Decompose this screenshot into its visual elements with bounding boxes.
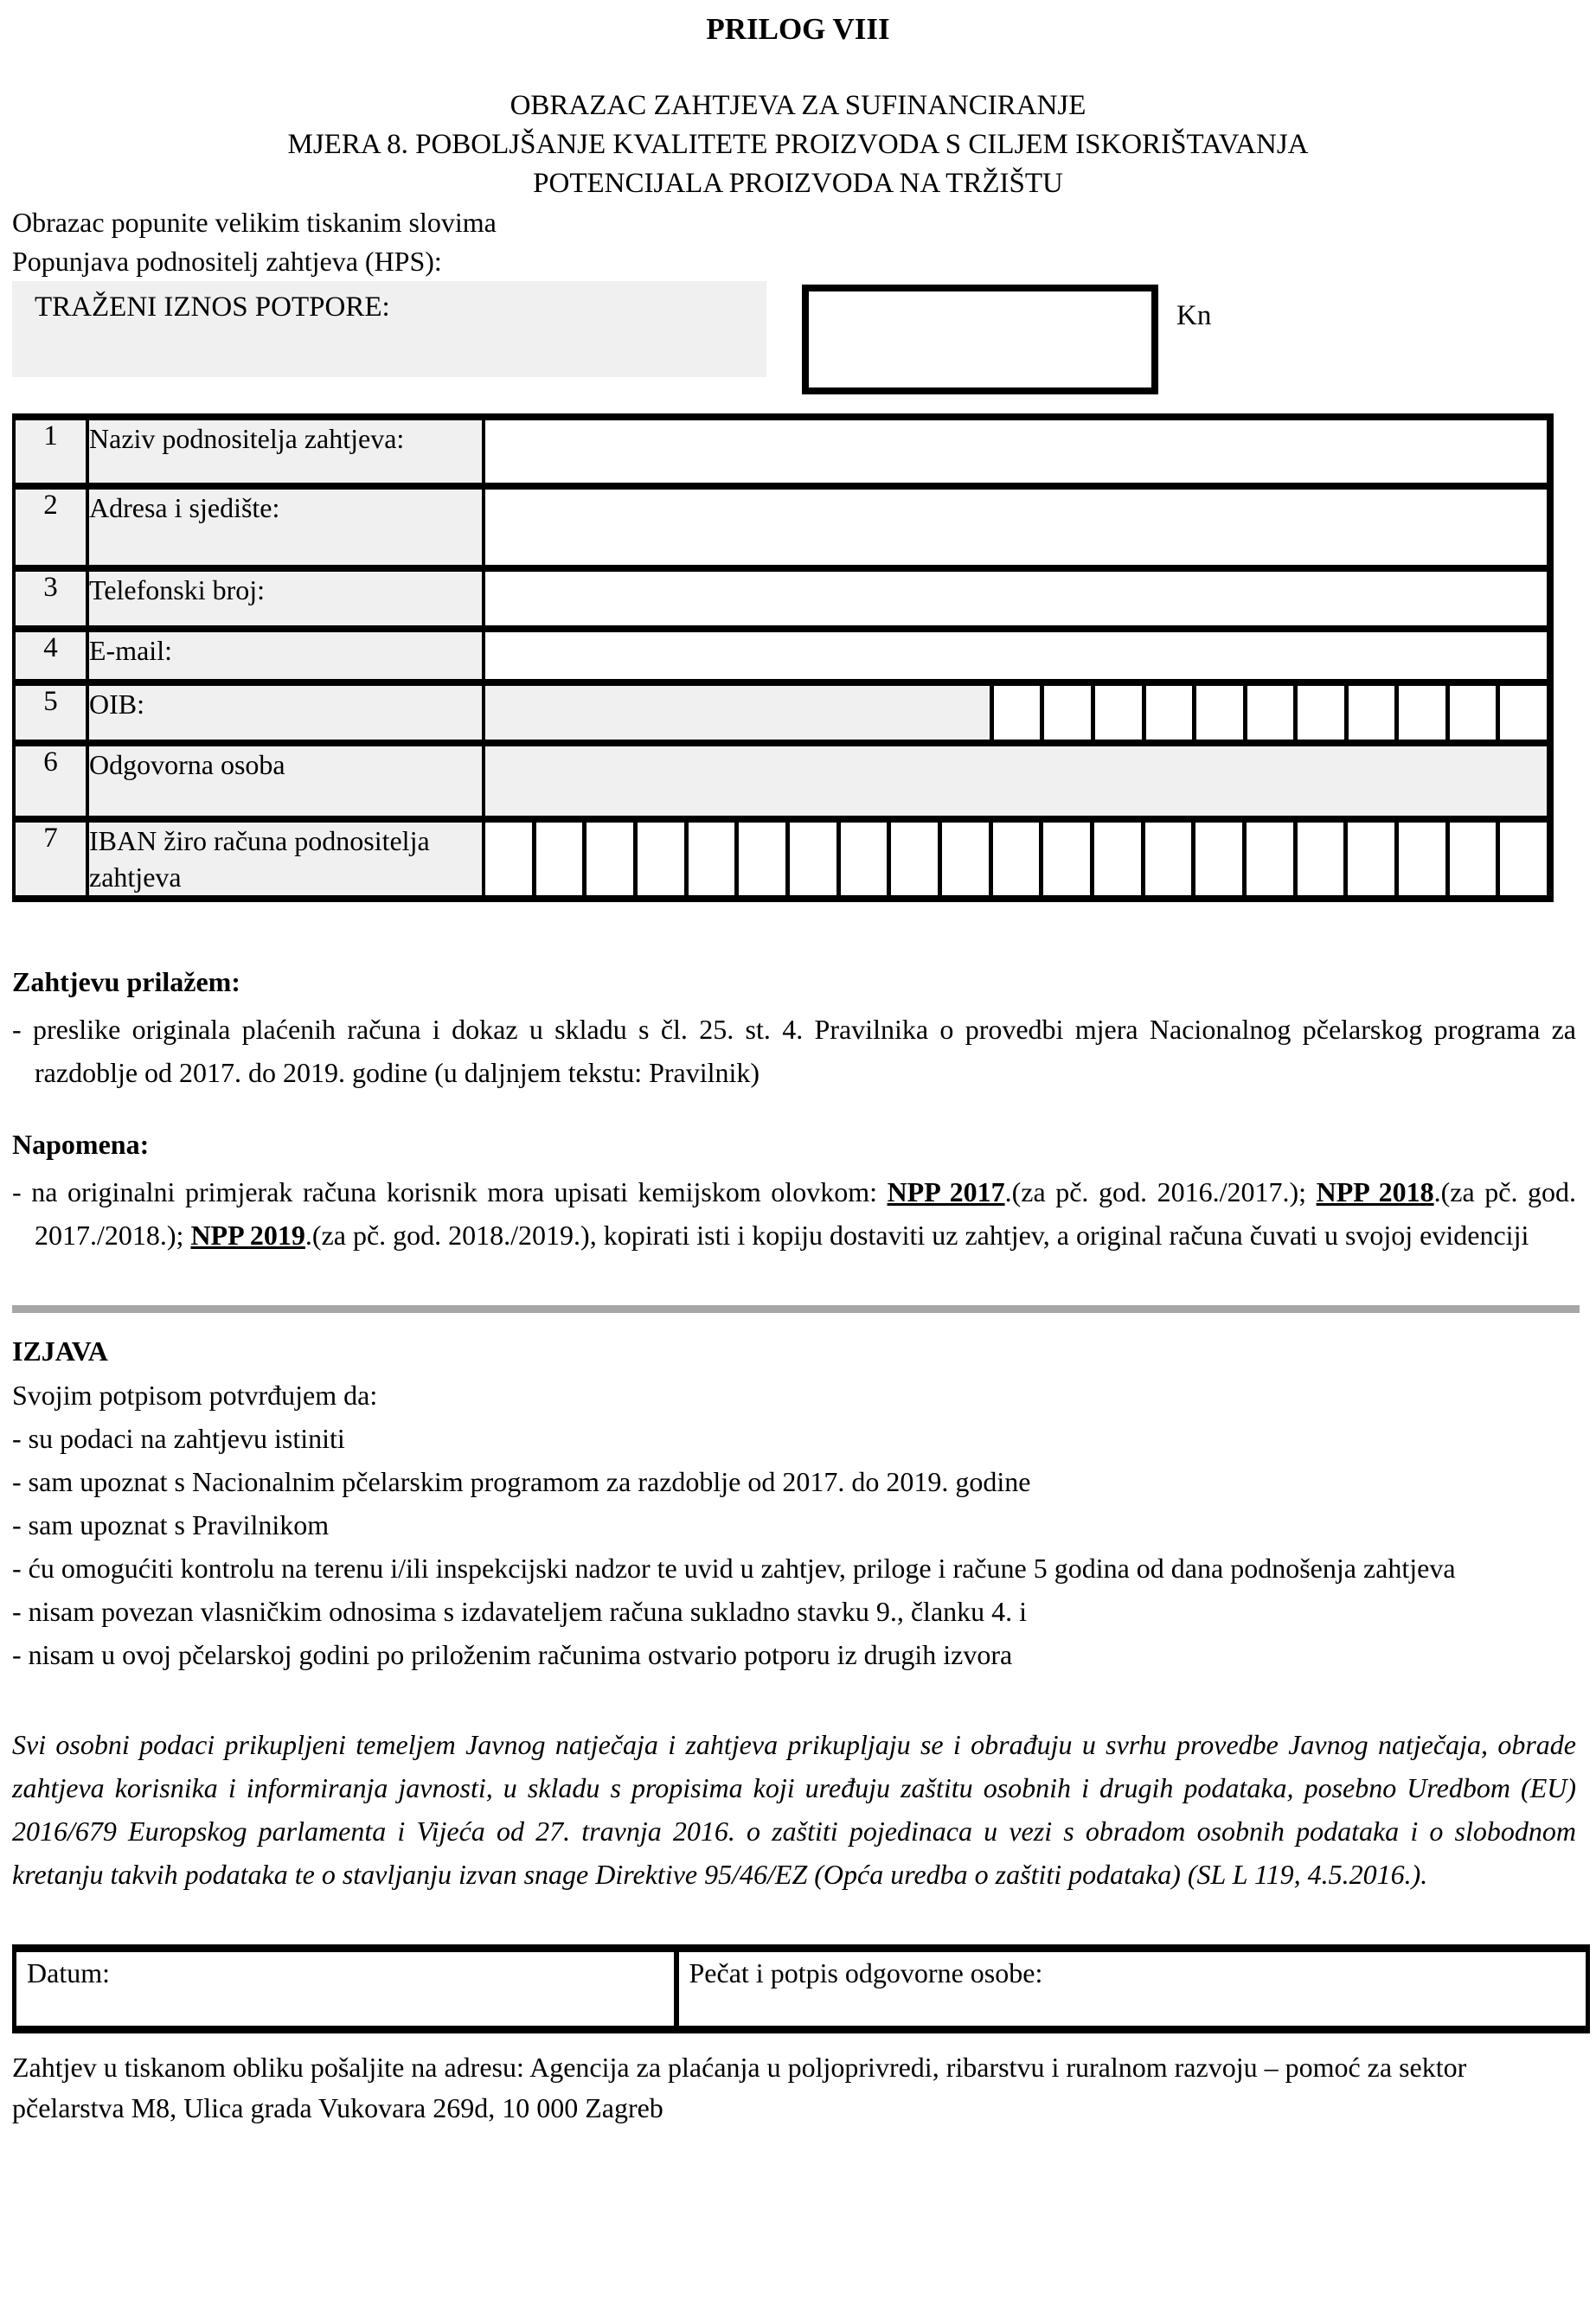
subtitle-line-2: MJERA 8. POBOLJŠANJE KVALITETE PROIZVODA S CILJEM ISKORIŠTAVANJA [287, 129, 1309, 160]
amount-label: TRAŽENI IZNOS POTPORE: [35, 291, 390, 323]
izjava-intro: Svojim potpisom potvrđujem da: [12, 1380, 378, 1411]
row-number: 7 [14, 819, 87, 899]
iban-char-box[interactable] [633, 823, 684, 895]
iban-char-box[interactable] [938, 823, 989, 895]
stamp-cell[interactable] [676, 1949, 1588, 2030]
oib-digit-box[interactable] [1293, 686, 1344, 740]
naziv-value-cell[interactable] [484, 417, 1550, 486]
iban-char-box[interactable] [532, 823, 583, 895]
izjava-item: - nisam povezan vlasničkim odnosima s izdavateljem računa sukladno stavku 9., članku 4. i [12, 1596, 1028, 1627]
page-title: PRILOG VIII [706, 12, 890, 46]
iban-char-box[interactable] [887, 823, 938, 895]
iban-char-box[interactable] [1191, 823, 1242, 895]
iban-char-box[interactable] [785, 823, 836, 895]
date-label: Datum: [27, 1957, 110, 1988]
oib-value-cell [484, 682, 1550, 743]
izjava-heading: IZJAVA [12, 1335, 108, 1367]
izjava-item: - ću omogućiti kontrolu na terenu i/ili inspekcijski nadzor te uvid u zahtjev, priloge i račune 5 godina od dana podnošenja zahtjeva [12, 1553, 1456, 1584]
izjava-item: - sam upoznat s Pravilnikom [12, 1509, 330, 1540]
row-label: Adresa i sjedište: [87, 486, 484, 568]
privacy-note: Svi osobni podaci prikupljeni temeljem Javnog natječaja i zahtjeva prikupljaju se i obrađuju u svrhu provedbe Javnog natječaja, obrade zahtjeva korisnika i informiranja javnosti, u skladu s propisima koji uređuju zaštitu osobnih i drugih podataka, posebno Uredbom (EU) 2016/679 Europskog parlamenta i Vijeća od 27. travnja 2016. o zaštiti pojedinaca u vezi s obradom osobnih podataka i o slobodnom kretanju takvih podataka te o stavljanju izvan snage Direktive 95/46/EZ (Opća uredba o zaštiti podataka) (SL L 119, 4.5.2016.). [12, 1729, 1576, 1890]
email-value-cell[interactable] [484, 629, 1550, 682]
iban-char-box[interactable] [1293, 823, 1344, 895]
table-row [14, 568, 1550, 629]
applicant-table [12, 413, 1554, 902]
iban-value-cell [484, 819, 1550, 899]
row-label: Telefonski broj: [87, 568, 484, 629]
iban-char-box[interactable] [1394, 823, 1445, 895]
attachments-heading: Zahtjevu prilažem: [12, 966, 240, 997]
date-cell[interactable] [15, 1949, 676, 2030]
table-row [14, 682, 1550, 743]
table-row [14, 486, 1550, 568]
row-number: 1 [14, 417, 87, 486]
amount-input-box[interactable] [802, 285, 1158, 394]
table-row [14, 629, 1550, 682]
row-number: 2 [14, 486, 87, 568]
iban-char-box[interactable] [1090, 823, 1141, 895]
iban-char-box[interactable] [1242, 823, 1293, 895]
iban-char-box[interactable] [582, 823, 633, 895]
subtitle-line-3: POTENCIJALA PROIZVODA NA TRŽIŠTU [533, 168, 1063, 199]
oib-digit-box[interactable] [1192, 686, 1243, 740]
section-divider [12, 1305, 1580, 1313]
iban-char-box[interactable] [1496, 823, 1547, 895]
row-number: 4 [14, 629, 87, 682]
iban-char-box[interactable] [485, 823, 532, 895]
napomena-bullet: - na originalni primjerak računa korisnik mora upisati kemijskom olovkom: NPP 2017.(za pč. god. 2016./2017.); NPP 2018.(za pč. god. 2017./2018.); NPP 2019.(za pč. god. 2018./2019.), kopirati isti i kopiju dostaviti uz zahtjev, a original računa čuvati u svojoj evidenciji [12, 1176, 1577, 1251]
iban-char-box[interactable] [1141, 823, 1192, 895]
oib-shaded-area [485, 686, 990, 740]
row-label: OIB: [87, 682, 484, 743]
izjava-item: - su podaci na zahtjevu istiniti [12, 1423, 345, 1454]
row-number: 3 [14, 568, 87, 629]
oib-digit-box[interactable] [1142, 686, 1193, 740]
izjava-item: - nisam u ovoj pčelarskoj godini po priloženim računima ostvario potporu iz drugih izvora [12, 1639, 1013, 1670]
iban-boxes [485, 823, 1547, 895]
table-row [14, 417, 1550, 486]
oib-digit-box[interactable] [1091, 686, 1142, 740]
row-label: E-mail: [87, 629, 484, 682]
fill-instruction: Obrazac popunite velikim tiskanim slovima [12, 207, 497, 238]
signature-row [15, 1949, 1588, 2030]
mailing-address-note: Zahtjev u tiskanom obliku pošaljite na adresu: Agencija za plaćanja u poljoprivredi, ribarstvu i ruralnom razvoju – pomoć za sektor pčelarstva M8, Ulica grada Vukovara 269d, 10 000 Zagreb [12, 2052, 1467, 2123]
signature-table [12, 1944, 1590, 2033]
telefon-value-cell[interactable] [484, 568, 1550, 629]
table-row [14, 743, 1550, 819]
oib-digit-box[interactable] [1344, 686, 1395, 740]
izjava-list [0, 1417, 1596, 1676]
subtitle-line-1: OBRAZAC ZAHTJEVA ZA SUFINANCIRANJE [510, 90, 1086, 121]
iban-char-box[interactable] [1343, 823, 1394, 895]
napomena-heading: Napomena: [12, 1129, 150, 1160]
oib-boxes [990, 686, 1547, 740]
currency-label: Kn [1176, 300, 1212, 331]
oib-digit-box[interactable] [1394, 686, 1445, 740]
iban-char-box[interactable] [1039, 823, 1090, 895]
row-label: IBAN žiro računa podnositelja zahtjeva [87, 819, 484, 899]
oib-digit-box[interactable] [990, 686, 1041, 740]
amount-row [0, 281, 1596, 377]
row-number: 5 [14, 682, 87, 743]
oib-digit-box[interactable] [1496, 686, 1547, 740]
oib-digit-box[interactable] [1445, 686, 1497, 740]
adresa-value-cell[interactable] [484, 486, 1550, 568]
table-row [14, 819, 1550, 899]
oib-digit-box[interactable] [1040, 686, 1091, 740]
attachments-bullet: - preslike originala plaćenih računa i dokaz u skladu s čl. 25. st. 4. Pravilnika o provedbi mjera Nacionalnog pčelarskog programa za razdoblje od 2017. do 2019. godine (u daljnjem tekstu: Pravilnik) [12, 1014, 1576, 1088]
iban-char-box[interactable] [684, 823, 735, 895]
row-number: 6 [14, 743, 87, 819]
amount-label-band [12, 281, 766, 377]
stamp-label: Pečat i potpis odgovorne osobe: [689, 1957, 1043, 1988]
row-label: Odgovorna osoba [87, 743, 484, 819]
form-subtitle [0, 86, 1596, 203]
iban-char-box[interactable] [1445, 823, 1497, 895]
row-label: Naziv podnositelja zahtjeva: [87, 417, 484, 486]
iban-char-box[interactable] [734, 823, 785, 895]
oib-digit-box[interactable] [1243, 686, 1294, 740]
iban-char-box[interactable] [836, 823, 888, 895]
odgovorna-osoba-value-cell[interactable] [484, 743, 1550, 819]
izjava-item: - sam upoznat s Nacionalnim pčelarskim programom za razdoblje od 2017. do 2019. godine [12, 1466, 1031, 1497]
filled-by-note: Popunjava podnositelj zahtjeva (HPS): [12, 246, 442, 277]
iban-char-box[interactable] [989, 823, 1040, 895]
